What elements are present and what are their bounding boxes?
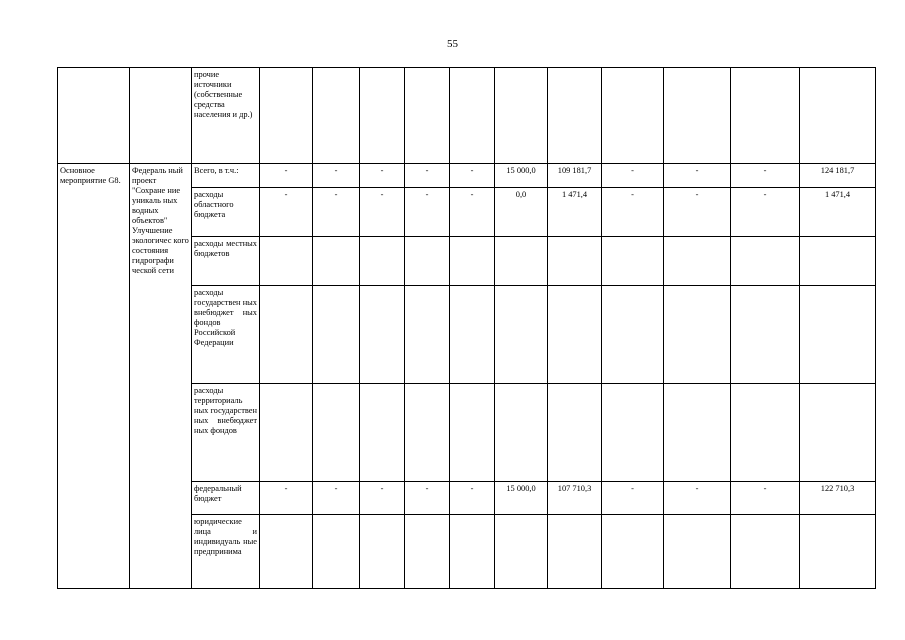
value-cell: 15 000,0 (495, 164, 548, 188)
value-cell (602, 68, 664, 164)
value-cell (405, 237, 450, 286)
total-cell (800, 286, 876, 384)
total-cell (800, 68, 876, 164)
value-cell: - (731, 188, 800, 237)
value-cell: - (405, 164, 450, 188)
table-row (58, 164, 876, 188)
value-cell (602, 237, 664, 286)
funding-source: расходы территориаль ных государствен ных внебюджет ных фондов (192, 384, 260, 482)
value-cell: 1 471,4 (548, 188, 602, 237)
value-cell: - (260, 164, 313, 188)
value-cell (548, 237, 602, 286)
value-cell: - (731, 482, 800, 515)
value-cell (731, 237, 800, 286)
value-cell (602, 384, 664, 482)
value-cell: - (450, 482, 495, 515)
funding-source: Всего, в т.ч.: (192, 164, 260, 188)
value-cell: - (313, 188, 360, 237)
value-cell (313, 286, 360, 384)
value-cell: - (360, 482, 405, 515)
value-cell: - (360, 188, 405, 237)
value-cell (405, 515, 450, 589)
value-cell (313, 68, 360, 164)
total-cell: 122 710,3 (800, 482, 876, 515)
funding-source: расходы государствен ных внебюджет ных фондов Российской Федерации (192, 286, 260, 384)
value-cell (450, 384, 495, 482)
funding-source: расходы местных бюджетов (192, 237, 260, 286)
total-cell (800, 384, 876, 482)
total-cell: 1 471,4 (800, 188, 876, 237)
value-cell: - (664, 164, 731, 188)
value-cell (548, 286, 602, 384)
value-cell (260, 384, 313, 482)
value-cell: - (260, 188, 313, 237)
value-cell: - (664, 188, 731, 237)
value-cell: - (313, 482, 360, 515)
value-cell (548, 384, 602, 482)
value-cell (260, 68, 313, 164)
value-cell (495, 68, 548, 164)
measure-label: Основное мероприятие G8. (58, 164, 130, 589)
value-cell: - (360, 164, 405, 188)
value-cell (313, 237, 360, 286)
value-cell (731, 384, 800, 482)
value-cell: - (731, 164, 800, 188)
value-cell: - (405, 188, 450, 237)
funding-source: расходы областного бюджета (192, 188, 260, 237)
value-cell: 15 000,0 (495, 482, 548, 515)
value-cell (548, 68, 602, 164)
page-number: 55 (447, 38, 458, 50)
value-cell (602, 515, 664, 589)
project-label: Федераль ный проект "Сохране ние уникаль ных водных объектов" Улучшение экологичес кого состояния гидрографи ческой сети (130, 164, 192, 589)
value-cell: 109 181,7 (548, 164, 602, 188)
value-cell (360, 237, 405, 286)
value-cell: - (602, 164, 664, 188)
value-cell (360, 68, 405, 164)
value-cell (450, 515, 495, 589)
value-cell (495, 384, 548, 482)
value-cell (731, 515, 800, 589)
total-cell (800, 237, 876, 286)
value-cell (664, 237, 731, 286)
project-cell-empty (130, 68, 192, 164)
value-cell: - (405, 482, 450, 515)
value-cell: - (602, 482, 664, 515)
value-cell (360, 515, 405, 589)
value-cell (495, 286, 548, 384)
total-cell: 124 181,7 (800, 164, 876, 188)
value-cell: - (664, 482, 731, 515)
funding-source: прочие источники (собственные средства населения и др.) (192, 68, 260, 164)
value-cell (664, 384, 731, 482)
value-cell (360, 286, 405, 384)
value-cell (664, 515, 731, 589)
value-cell (548, 515, 602, 589)
value-cell: - (313, 164, 360, 188)
value-cell (260, 515, 313, 589)
table-row (58, 68, 876, 164)
value-cell (313, 515, 360, 589)
value-cell (664, 286, 731, 384)
value-cell (495, 237, 548, 286)
value-cell (405, 286, 450, 384)
value-cell (495, 515, 548, 589)
value-cell (405, 384, 450, 482)
value-cell (450, 68, 495, 164)
value-cell (405, 68, 450, 164)
value-cell (450, 237, 495, 286)
total-cell (800, 515, 876, 589)
funding-source: юридические лица и индивидуаль ные предпринима (192, 515, 260, 589)
measure-cell-empty (58, 68, 130, 164)
value-cell: - (450, 188, 495, 237)
value-cell (602, 286, 664, 384)
value-cell (260, 286, 313, 384)
value-cell (260, 237, 313, 286)
funding-source: федеральный бюджет (192, 482, 260, 515)
value-cell (731, 286, 800, 384)
value-cell: - (602, 188, 664, 237)
value-cell (450, 286, 495, 384)
value-cell: - (260, 482, 313, 515)
value-cell (313, 384, 360, 482)
value-cell (360, 384, 405, 482)
value-cell (731, 68, 800, 164)
value-cell (664, 68, 731, 164)
value-cell: - (450, 164, 495, 188)
budget-table (57, 67, 876, 589)
value-cell: 0,0 (495, 188, 548, 237)
value-cell: 107 710,3 (548, 482, 602, 515)
